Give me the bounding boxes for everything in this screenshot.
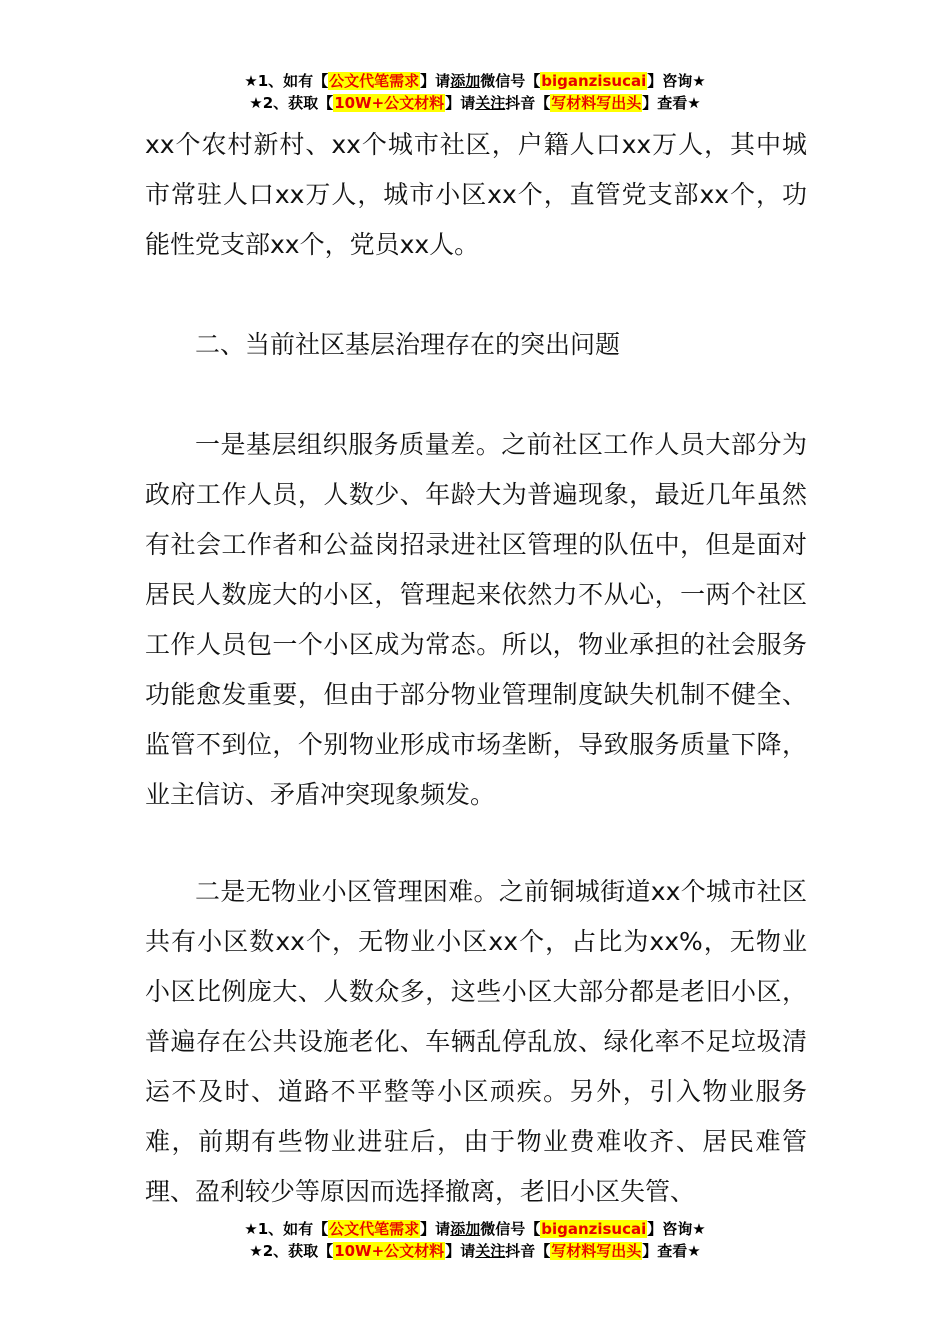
banner-underlined-text: 添加 — [450, 72, 481, 90]
banner-text: 】查看★ — [642, 1242, 701, 1260]
banner-underlined-text: 添加 — [450, 1220, 481, 1238]
paragraph-service-quality: 一是基层组织服务质量差。之前社区工作人员大部分为政府工作人员，人数少、年龄大为普遍现象，最近几年虽然有社会工作者和公益岗招录进社区管理的队伍中，但是面对居民人数庞大的小区，管理起来依然力不从心，一两个社区工作人员包一个小区成为常态。所以，物业承担的社会服务功能愈发重要，但由于部分物业管理制度缺失机制不健全、监管不到位，个别物业形成市场垄断，导致服务质量下降，业主信访、矛盾冲突现象频发。 — [145, 430, 807, 809]
banner-underlined-text: 关注 — [475, 1242, 506, 1260]
banner-text: 】请 — [420, 1220, 451, 1238]
banner-text: ★2、获取【 — [249, 94, 334, 112]
banner-line-2 — [0, 92, 950, 114]
banner-highlight: 10W+公文材料 — [334, 1242, 445, 1260]
banner-text: ★1、如有【 — [244, 1220, 329, 1238]
banner-text: 】查看★ — [642, 94, 701, 112]
banner-underlined-text: 关注 — [475, 94, 506, 112]
bottom-banner — [0, 1218, 950, 1262]
banner-text: 】咨询★ — [647, 1220, 706, 1238]
banner-wechat-id: biganzisucai — [541, 72, 647, 90]
banner-text: 】请 — [445, 1242, 476, 1260]
banner-text: 】请 — [445, 94, 476, 112]
banner-highlight: 公文代笔需求 — [329, 1220, 420, 1238]
top-banner — [0, 70, 950, 114]
banner-wechat-id: biganzisucai — [541, 1220, 647, 1238]
banner-line-1 — [0, 1218, 950, 1240]
banner-line-1 — [0, 70, 950, 92]
section-heading: 二、当前社区基层治理存在的突出问题 — [195, 330, 621, 359]
banner-highlight: 10W+公文材料 — [334, 94, 445, 112]
paragraph-no-property-management: 二是无物业小区管理困难。之前铜城街道xx个城市社区共有小区数xx个，无物业小区xx个，占比为xx%，无物业小区比例庞大、人数众多，这些小区大部分都是老旧小区，普遍存在公共设施老化、车辆乱停乱放、绿化率不足垃圾清运不及时、道路不平整等小区顽疾。另外，引入物业服务难，前期有些物业进驻后，由于物业费难收齐、居民难管理、盈利较少等原因而选择撤离，老旧小区失管、 — [145, 877, 807, 1206]
banner-text: 抖音【 — [505, 1242, 551, 1260]
banner-douyin-account: 写材料写出头 — [551, 1242, 642, 1260]
banner-text: ★2、获取【 — [249, 1242, 334, 1260]
banner-text: 】咨询★ — [647, 72, 706, 90]
banner-line-2 — [0, 1240, 950, 1262]
paragraph-continuation: xx个农村新村、xx个城市社区，户籍人口xx万人，其中城市常驻人口xx万人，城市小区xx个，直管党支部xx个，功能性党支部xx个，党员xx人。 — [145, 130, 807, 259]
banner-text: 抖音【 — [505, 94, 551, 112]
banner-text: 微信号【 — [480, 72, 541, 90]
banner-text: 微信号【 — [480, 1220, 541, 1238]
banner-text: ★1、如有【 — [244, 72, 329, 90]
banner-text: 】请 — [420, 72, 451, 90]
banner-douyin-account: 写材料写出头 — [551, 94, 642, 112]
banner-highlight: 公文代笔需求 — [329, 72, 420, 90]
